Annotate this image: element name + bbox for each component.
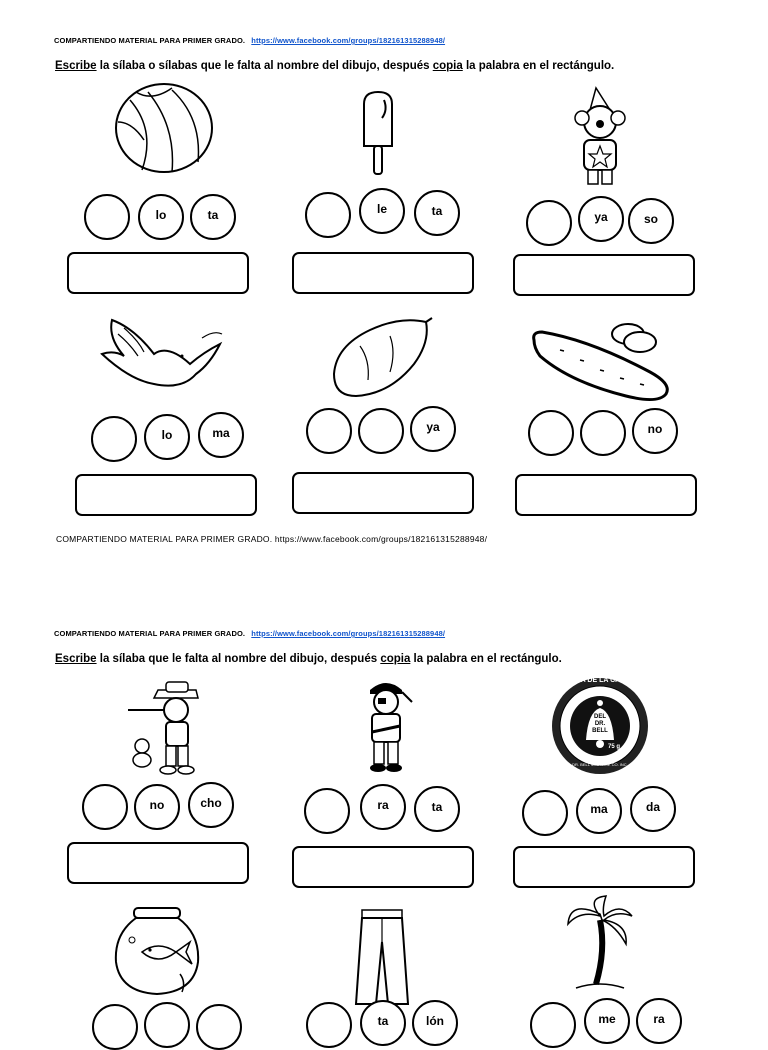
syllable-circle[interactable]: so	[628, 198, 674, 244]
answer-box[interactable]	[292, 472, 474, 514]
palm-tree-icon	[566, 894, 636, 994]
syllable-circle[interactable]	[305, 192, 351, 238]
syllable-circle[interactable]	[144, 1002, 190, 1048]
tin-inner-3: BELL	[592, 728, 608, 734]
header-top	[54, 36, 445, 45]
popsicle-icon	[358, 90, 398, 178]
papaya-icon	[330, 316, 436, 400]
instruction-1	[55, 60, 614, 72]
instruction-verb: Escribe	[55, 653, 97, 665]
answer-box[interactable]	[515, 474, 697, 516]
syllable-circle[interactable]: lón	[412, 1000, 458, 1046]
tin-inner-1: DEL	[594, 714, 606, 720]
syllable-circle[interactable]	[306, 408, 352, 454]
instruction-middle: la sílaba o sílabas que le falta al nombre del dibujo, después	[96, 60, 433, 72]
header-second	[54, 629, 445, 638]
tin-title: POMADA DE LA CAMPANA	[554, 677, 646, 684]
tin-weight: 75 g	[608, 744, 621, 750]
instruction-2	[55, 653, 562, 665]
header-text: COMPARTIENDO MATERIAL PARA PRIMER GRADO.	[54, 36, 246, 45]
answer-box[interactable]	[67, 252, 249, 294]
answer-box[interactable]	[513, 254, 695, 296]
answer-box[interactable]	[292, 252, 474, 294]
syllable-circle[interactable]: ta	[360, 1000, 406, 1046]
syllable-circle[interactable]: le	[359, 188, 405, 234]
facebook-link[interactable]: https://www.facebook.com/groups/182161315288948/	[251, 36, 446, 45]
syllable-circle[interactable]	[306, 1002, 352, 1048]
syllable-circle[interactable]: ta	[414, 786, 460, 832]
syllable-circle[interactable]	[304, 788, 350, 834]
instruction-verb: Escribe	[55, 60, 97, 72]
cucumber-icon	[530, 318, 678, 404]
instruction-copy: copia	[380, 653, 411, 665]
syllable-circle[interactable]: da	[630, 786, 676, 832]
instruction-copy: copia	[432, 60, 463, 72]
syllable-circle[interactable]	[580, 410, 626, 456]
syllable-circle[interactable]: ma	[576, 788, 622, 834]
answer-box[interactable]	[292, 846, 474, 888]
syllable-circle[interactable]	[196, 1004, 242, 1050]
pirate-icon	[354, 676, 418, 776]
ball-icon	[112, 82, 216, 174]
syllable-circle[interactable]: lo	[144, 414, 190, 460]
syllable-circle[interactable]	[530, 1002, 576, 1048]
syllable-circle[interactable]: ta	[414, 190, 460, 236]
syllable-circle[interactable]	[526, 200, 572, 246]
instruction-end: la palabra en el rectángulo.	[462, 60, 615, 72]
dove-icon	[94, 314, 236, 394]
pinocchio-icon	[120, 680, 212, 776]
syllable-circle[interactable]	[528, 410, 574, 456]
ointment-tin-icon	[550, 676, 650, 776]
syllable-circle[interactable]: lo	[138, 194, 184, 240]
syllable-circle[interactable]: ma	[198, 412, 244, 458]
header-text: COMPARTIENDO MATERIAL PARA PRIMER GRADO.	[54, 629, 246, 638]
syllable-circle[interactable]: no	[134, 784, 180, 830]
syllable-circle[interactable]: no	[632, 408, 678, 454]
answer-box[interactable]	[67, 842, 249, 884]
syllable-circle[interactable]: cho	[188, 782, 234, 828]
syllable-circle[interactable]	[522, 790, 568, 836]
clown-icon	[560, 84, 644, 192]
instruction-middle: la sílaba que le falta al nombre del dibujo, después	[96, 653, 381, 665]
fishbowl-icon	[112, 904, 202, 996]
syllable-circle[interactable]	[84, 194, 130, 240]
syllable-circle[interactable]	[92, 1004, 138, 1050]
syllable-circle[interactable]: ya	[410, 406, 456, 452]
syllable-circle[interactable]: ta	[190, 194, 236, 240]
tin-maker: DR. BELL MEDICINE CO. INC.	[572, 762, 628, 767]
syllable-circle[interactable]: ya	[578, 196, 624, 242]
answer-box[interactable]	[75, 474, 257, 516]
syllable-circle[interactable]	[91, 416, 137, 462]
answer-box[interactable]	[513, 846, 695, 888]
facebook-link[interactable]: https://www.facebook.com/groups/182161315288948/	[251, 629, 446, 638]
tin-inner-2: DR.	[594, 721, 606, 727]
instruction-end: la palabra en el rectángulo.	[410, 653, 562, 665]
footer-1: COMPARTIENDO MATERIAL PARA PRIMER GRADO. https://www.facebook.com/groups/182161315288948/	[56, 534, 488, 544]
pants-icon	[352, 908, 412, 1008]
syllable-circle[interactable]	[82, 784, 128, 830]
syllable-circle[interactable]	[358, 408, 404, 454]
syllable-circle[interactable]: me	[584, 998, 630, 1044]
syllable-circle[interactable]: ra	[636, 998, 682, 1044]
syllable-circle[interactable]: ra	[360, 784, 406, 830]
